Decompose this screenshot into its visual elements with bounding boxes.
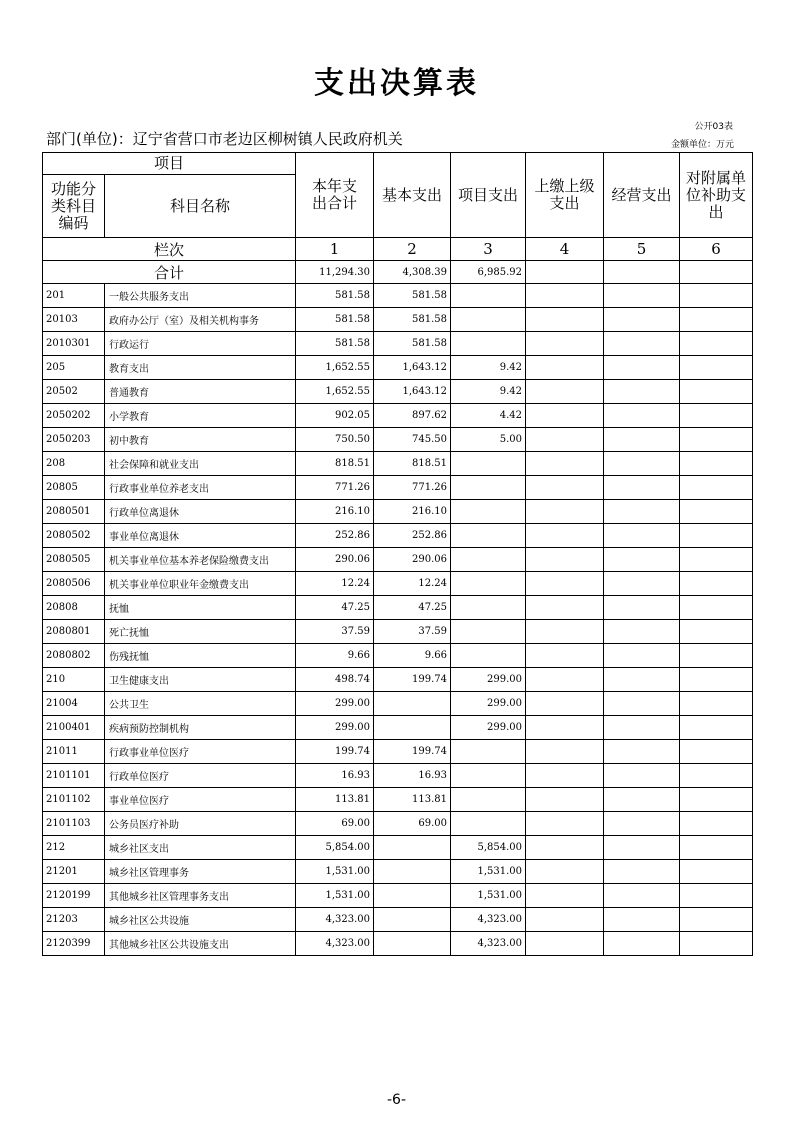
row-col4 — [526, 428, 604, 452]
table-row — [43, 500, 753, 524]
row-col5 — [604, 452, 680, 476]
total-col6 — [680, 261, 753, 284]
row-col4 — [526, 308, 604, 332]
row-subject-name: 机关事业单位基本养老保险缴费支出 — [105, 548, 296, 572]
row-col4 — [526, 716, 604, 740]
table-row — [43, 308, 753, 332]
row-basic: 199.74 — [374, 668, 451, 692]
row-col5 — [604, 404, 680, 428]
row-col5 — [604, 644, 680, 668]
row-col5 — [604, 908, 680, 932]
row-col5 — [604, 572, 680, 596]
row-code: 2050202 — [43, 404, 105, 428]
row-col4 — [526, 860, 604, 884]
row-col4 — [526, 932, 604, 956]
row-basic: 69.00 — [374, 812, 451, 836]
row-code: 2101103 — [43, 812, 105, 836]
row-project: 5.00 — [451, 428, 526, 452]
row-project — [451, 740, 526, 764]
row-basic: 581.58 — [374, 284, 451, 308]
row-basic: 12.24 — [374, 572, 451, 596]
header-col1: 本年支出合计 — [296, 153, 374, 238]
row-basic: 745.50 — [374, 428, 451, 452]
row-project — [451, 476, 526, 500]
row-basic — [374, 716, 451, 740]
row-project — [451, 572, 526, 596]
row-col5 — [604, 356, 680, 380]
row-col4 — [526, 620, 604, 644]
row-project — [451, 764, 526, 788]
row-col4 — [526, 476, 604, 500]
row-subject-name: 抚恤 — [105, 596, 296, 620]
row-total: 299.00 — [296, 692, 374, 716]
row-basic: 818.51 — [374, 452, 451, 476]
row-col5 — [604, 764, 680, 788]
row-subject-name: 其他城乡社区管理事务支出 — [105, 884, 296, 908]
row-subject-name: 教育支出 — [105, 356, 296, 380]
row-total: 1,652.55 — [296, 380, 374, 404]
row-col6 — [680, 644, 753, 668]
row-total: 1,531.00 — [296, 884, 374, 908]
row-col6 — [680, 284, 753, 308]
row-subject-name: 疾病预防控制机构 — [105, 716, 296, 740]
row-basic: 252.86 — [374, 524, 451, 548]
row-col6 — [680, 764, 753, 788]
row-col5 — [604, 668, 680, 692]
row-code: 205 — [43, 356, 105, 380]
row-total: 199.74 — [296, 740, 374, 764]
row-total: 4,323.00 — [296, 908, 374, 932]
row-basic: 581.58 — [374, 308, 451, 332]
total-amount: 11,294.30 — [296, 261, 374, 284]
lane-2: 2 — [374, 238, 451, 261]
row-col5 — [604, 932, 680, 956]
row-project — [451, 812, 526, 836]
row-col5 — [604, 788, 680, 812]
lane-3: 3 — [451, 238, 526, 261]
lane-6: 6 — [680, 238, 753, 261]
row-basic: 897.62 — [374, 404, 451, 428]
row-col4 — [526, 500, 604, 524]
row-project — [451, 620, 526, 644]
row-col6 — [680, 788, 753, 812]
header-col6: 对附属单位补助支出 — [680, 153, 753, 238]
expenditure-table — [42, 152, 753, 956]
lane-5: 5 — [604, 238, 680, 261]
row-subject-name: 城乡社区管理事务 — [105, 860, 296, 884]
table-row — [43, 644, 753, 668]
row-basic — [374, 884, 451, 908]
row-total: 113.81 — [296, 788, 374, 812]
row-col4 — [526, 884, 604, 908]
department-label: 部门(单位)：辽宁省营口市老边区柳树镇人民政府机关 — [46, 130, 403, 148]
total-label: 合计 — [43, 261, 296, 284]
row-subject-name: 行政事业单位医疗 — [105, 740, 296, 764]
row-project: 4.42 — [451, 404, 526, 428]
row-subject-name: 伤残抚恤 — [105, 644, 296, 668]
row-basic: 1,643.12 — [374, 380, 451, 404]
row-total: 581.58 — [296, 284, 374, 308]
header-col4: 上缴上级支出 — [526, 153, 604, 238]
row-col6 — [680, 740, 753, 764]
row-col6 — [680, 452, 753, 476]
row-subject-name: 行政单位离退休 — [105, 500, 296, 524]
row-subject-name: 事业单位医疗 — [105, 788, 296, 812]
row-col4 — [526, 644, 604, 668]
row-code: 20808 — [43, 596, 105, 620]
row-code: 21011 — [43, 740, 105, 764]
row-code: 2080506 — [43, 572, 105, 596]
row-project: 9.42 — [451, 380, 526, 404]
row-col4 — [526, 524, 604, 548]
row-basic: 16.93 — [374, 764, 451, 788]
row-col5 — [604, 476, 680, 500]
lane-4: 4 — [526, 238, 604, 261]
row-col6 — [680, 812, 753, 836]
row-total: 1,531.00 — [296, 860, 374, 884]
row-col4 — [526, 692, 604, 716]
row-basic: 9.66 — [374, 644, 451, 668]
row-project — [451, 284, 526, 308]
row-col4 — [526, 908, 604, 932]
row-total: 581.58 — [296, 308, 374, 332]
row-project: 4,323.00 — [451, 932, 526, 956]
row-col6 — [680, 692, 753, 716]
total-basic: 4,308.39 — [374, 261, 451, 284]
row-code: 2050203 — [43, 428, 105, 452]
row-col4 — [526, 452, 604, 476]
row-col5 — [604, 836, 680, 860]
header-col3: 项目支出 — [451, 153, 526, 238]
row-basic: 290.06 — [374, 548, 451, 572]
table-row — [43, 716, 753, 740]
row-project — [451, 524, 526, 548]
row-project: 1,531.00 — [451, 884, 526, 908]
row-col5 — [604, 428, 680, 452]
row-total: 16.93 — [296, 764, 374, 788]
total-col5 — [604, 261, 680, 284]
row-code: 210 — [43, 668, 105, 692]
row-total: 902.05 — [296, 404, 374, 428]
row-col6 — [680, 884, 753, 908]
row-col6 — [680, 548, 753, 572]
row-code: 21201 — [43, 860, 105, 884]
table-row — [43, 524, 753, 548]
row-col4 — [526, 596, 604, 620]
row-project — [451, 644, 526, 668]
row-basic: 113.81 — [374, 788, 451, 812]
table-row — [43, 620, 753, 644]
row-total: 771.26 — [296, 476, 374, 500]
row-col5 — [604, 524, 680, 548]
table-row — [43, 764, 753, 788]
total-row — [43, 261, 753, 284]
row-col5 — [604, 812, 680, 836]
row-col6 — [680, 356, 753, 380]
lane-row — [43, 238, 753, 261]
row-col6 — [680, 620, 753, 644]
table-row — [43, 476, 753, 500]
row-code: 2080505 — [43, 548, 105, 572]
row-code: 20502 — [43, 380, 105, 404]
row-subject-name: 城乡社区支出 — [105, 836, 296, 860]
page-number: -6- — [386, 1092, 406, 1108]
row-subject-name: 政府办公厅（室）及相关机构事务 — [105, 308, 296, 332]
row-total: 252.86 — [296, 524, 374, 548]
row-col4 — [526, 356, 604, 380]
row-total: 498.74 — [296, 668, 374, 692]
row-basic: 47.25 — [374, 596, 451, 620]
row-subject-name: 小学教育 — [105, 404, 296, 428]
row-code: 2080502 — [43, 524, 105, 548]
row-subject-name: 卫生健康支出 — [105, 668, 296, 692]
row-project — [451, 548, 526, 572]
row-basic: 581.58 — [374, 332, 451, 356]
row-basic: 1,643.12 — [374, 356, 451, 380]
row-col6 — [680, 572, 753, 596]
row-col6 — [680, 836, 753, 860]
row-subject-name: 机关事业单位职业年金缴费支出 — [105, 572, 296, 596]
row-code: 20805 — [43, 476, 105, 500]
table-row — [43, 740, 753, 764]
row-project: 4,323.00 — [451, 908, 526, 932]
amount-unit-label: 金额单位：万元 — [670, 140, 734, 150]
row-code: 21004 — [43, 692, 105, 716]
row-col6 — [680, 932, 753, 956]
row-subject-name: 行政单位医疗 — [105, 764, 296, 788]
row-total: 818.51 — [296, 452, 374, 476]
row-col4 — [526, 572, 604, 596]
row-subject-name: 公务员医疗补助 — [105, 812, 296, 836]
lane-label: 栏次 — [43, 238, 296, 261]
table-row — [43, 332, 753, 356]
row-col6 — [680, 716, 753, 740]
table-row — [43, 284, 753, 308]
table-row — [43, 668, 753, 692]
table-row — [43, 836, 753, 860]
table-row — [43, 932, 753, 956]
row-subject-name: 城乡社区公共设施 — [105, 908, 296, 932]
row-basic — [374, 860, 451, 884]
row-col4 — [526, 332, 604, 356]
table-row — [43, 788, 753, 812]
row-total: 12.24 — [296, 572, 374, 596]
row-col5 — [604, 620, 680, 644]
row-col5 — [604, 692, 680, 716]
row-col6 — [680, 380, 753, 404]
row-col6 — [680, 596, 753, 620]
table-row — [43, 812, 753, 836]
table-row — [43, 572, 753, 596]
row-project — [451, 452, 526, 476]
row-col6 — [680, 404, 753, 428]
row-basic — [374, 692, 451, 716]
row-basic — [374, 932, 451, 956]
lane-1: 1 — [296, 238, 374, 261]
row-col4 — [526, 380, 604, 404]
row-col5 — [604, 548, 680, 572]
row-col6 — [680, 860, 753, 884]
row-code: 2010301 — [43, 332, 105, 356]
row-project: 299.00 — [451, 716, 526, 740]
row-col5 — [604, 380, 680, 404]
row-code: 2101102 — [43, 788, 105, 812]
row-col5 — [604, 308, 680, 332]
row-col5 — [604, 284, 680, 308]
row-subject-name: 初中教育 — [105, 428, 296, 452]
row-col5 — [604, 716, 680, 740]
row-col6 — [680, 308, 753, 332]
row-col6 — [680, 332, 753, 356]
row-col5 — [604, 332, 680, 356]
row-project — [451, 596, 526, 620]
row-col5 — [604, 596, 680, 620]
row-col4 — [526, 740, 604, 764]
row-col4 — [526, 668, 604, 692]
row-subject-name: 死亡抚恤 — [105, 620, 296, 644]
row-col4 — [526, 836, 604, 860]
row-total: 216.10 — [296, 500, 374, 524]
row-basic: 216.10 — [374, 500, 451, 524]
row-basic — [374, 908, 451, 932]
header-col2: 基本支出 — [374, 153, 451, 238]
row-col4 — [526, 548, 604, 572]
row-col4 — [526, 404, 604, 428]
row-code: 2100401 — [43, 716, 105, 740]
row-col6 — [680, 476, 753, 500]
page-title: 支出决算表 — [314, 66, 479, 101]
row-code: 21203 — [43, 908, 105, 932]
table-row — [43, 404, 753, 428]
row-total: 1,652.55 — [296, 356, 374, 380]
row-subject-name: 行政运行 — [105, 332, 296, 356]
header-item: 项目 — [43, 153, 296, 175]
row-subject-name: 普通教育 — [105, 380, 296, 404]
row-col6 — [680, 524, 753, 548]
total-col4 — [526, 261, 604, 284]
row-col4 — [526, 764, 604, 788]
row-basic — [374, 836, 451, 860]
row-total: 581.58 — [296, 332, 374, 356]
table-row — [43, 428, 753, 452]
table-row — [43, 380, 753, 404]
row-code: 2101101 — [43, 764, 105, 788]
row-col5 — [604, 500, 680, 524]
row-subject-name: 一般公共服务支出 — [105, 284, 296, 308]
table-row — [43, 860, 753, 884]
form-code: 公开03表 — [694, 122, 733, 132]
header-func-code: 功能分类科目编码 — [43, 175, 105, 238]
row-project — [451, 332, 526, 356]
row-total: 9.66 — [296, 644, 374, 668]
row-col4 — [526, 788, 604, 812]
row-basic: 199.74 — [374, 740, 451, 764]
row-col6 — [680, 428, 753, 452]
row-project — [451, 500, 526, 524]
row-code: 212 — [43, 836, 105, 860]
row-col6 — [680, 668, 753, 692]
row-code: 201 — [43, 284, 105, 308]
row-code: 2080501 — [43, 500, 105, 524]
row-subject-name: 其他城乡社区公共设施支出 — [105, 932, 296, 956]
row-basic: 37.59 — [374, 620, 451, 644]
table-row — [43, 596, 753, 620]
header-subject-name: 科目名称 — [105, 175, 296, 238]
row-col5 — [604, 860, 680, 884]
row-project: 299.00 — [451, 692, 526, 716]
row-project: 1,531.00 — [451, 860, 526, 884]
row-total: 299.00 — [296, 716, 374, 740]
row-subject-name: 社会保障和就业支出 — [105, 452, 296, 476]
row-basic: 771.26 — [374, 476, 451, 500]
table-row — [43, 692, 753, 716]
row-total: 69.00 — [296, 812, 374, 836]
row-code: 208 — [43, 452, 105, 476]
row-total: 47.25 — [296, 596, 374, 620]
row-total: 5,854.00 — [296, 836, 374, 860]
row-subject-name: 事业单位离退休 — [105, 524, 296, 548]
header-col5: 经营支出 — [604, 153, 680, 238]
row-total: 750.50 — [296, 428, 374, 452]
row-code: 20103 — [43, 308, 105, 332]
table-row — [43, 452, 753, 476]
row-project: 5,854.00 — [451, 836, 526, 860]
row-total: 290.06 — [296, 548, 374, 572]
row-col6 — [680, 908, 753, 932]
row-project — [451, 308, 526, 332]
table-row — [43, 356, 753, 380]
row-subject-name: 公共卫生 — [105, 692, 296, 716]
row-col4 — [526, 284, 604, 308]
row-col5 — [604, 884, 680, 908]
row-code: 2120199 — [43, 884, 105, 908]
row-project: 299.00 — [451, 668, 526, 692]
row-project — [451, 788, 526, 812]
row-col5 — [604, 740, 680, 764]
row-col6 — [680, 500, 753, 524]
table-row — [43, 548, 753, 572]
total-project: 6,985.92 — [451, 261, 526, 284]
row-code: 2120399 — [43, 932, 105, 956]
row-total: 37.59 — [296, 620, 374, 644]
row-code: 2080801 — [43, 620, 105, 644]
table-row — [43, 884, 753, 908]
row-code: 2080802 — [43, 644, 105, 668]
row-col4 — [526, 812, 604, 836]
row-total: 4,323.00 — [296, 932, 374, 956]
row-subject-name: 行政事业单位养老支出 — [105, 476, 296, 500]
row-project: 9.42 — [451, 356, 526, 380]
table-row — [43, 908, 753, 932]
